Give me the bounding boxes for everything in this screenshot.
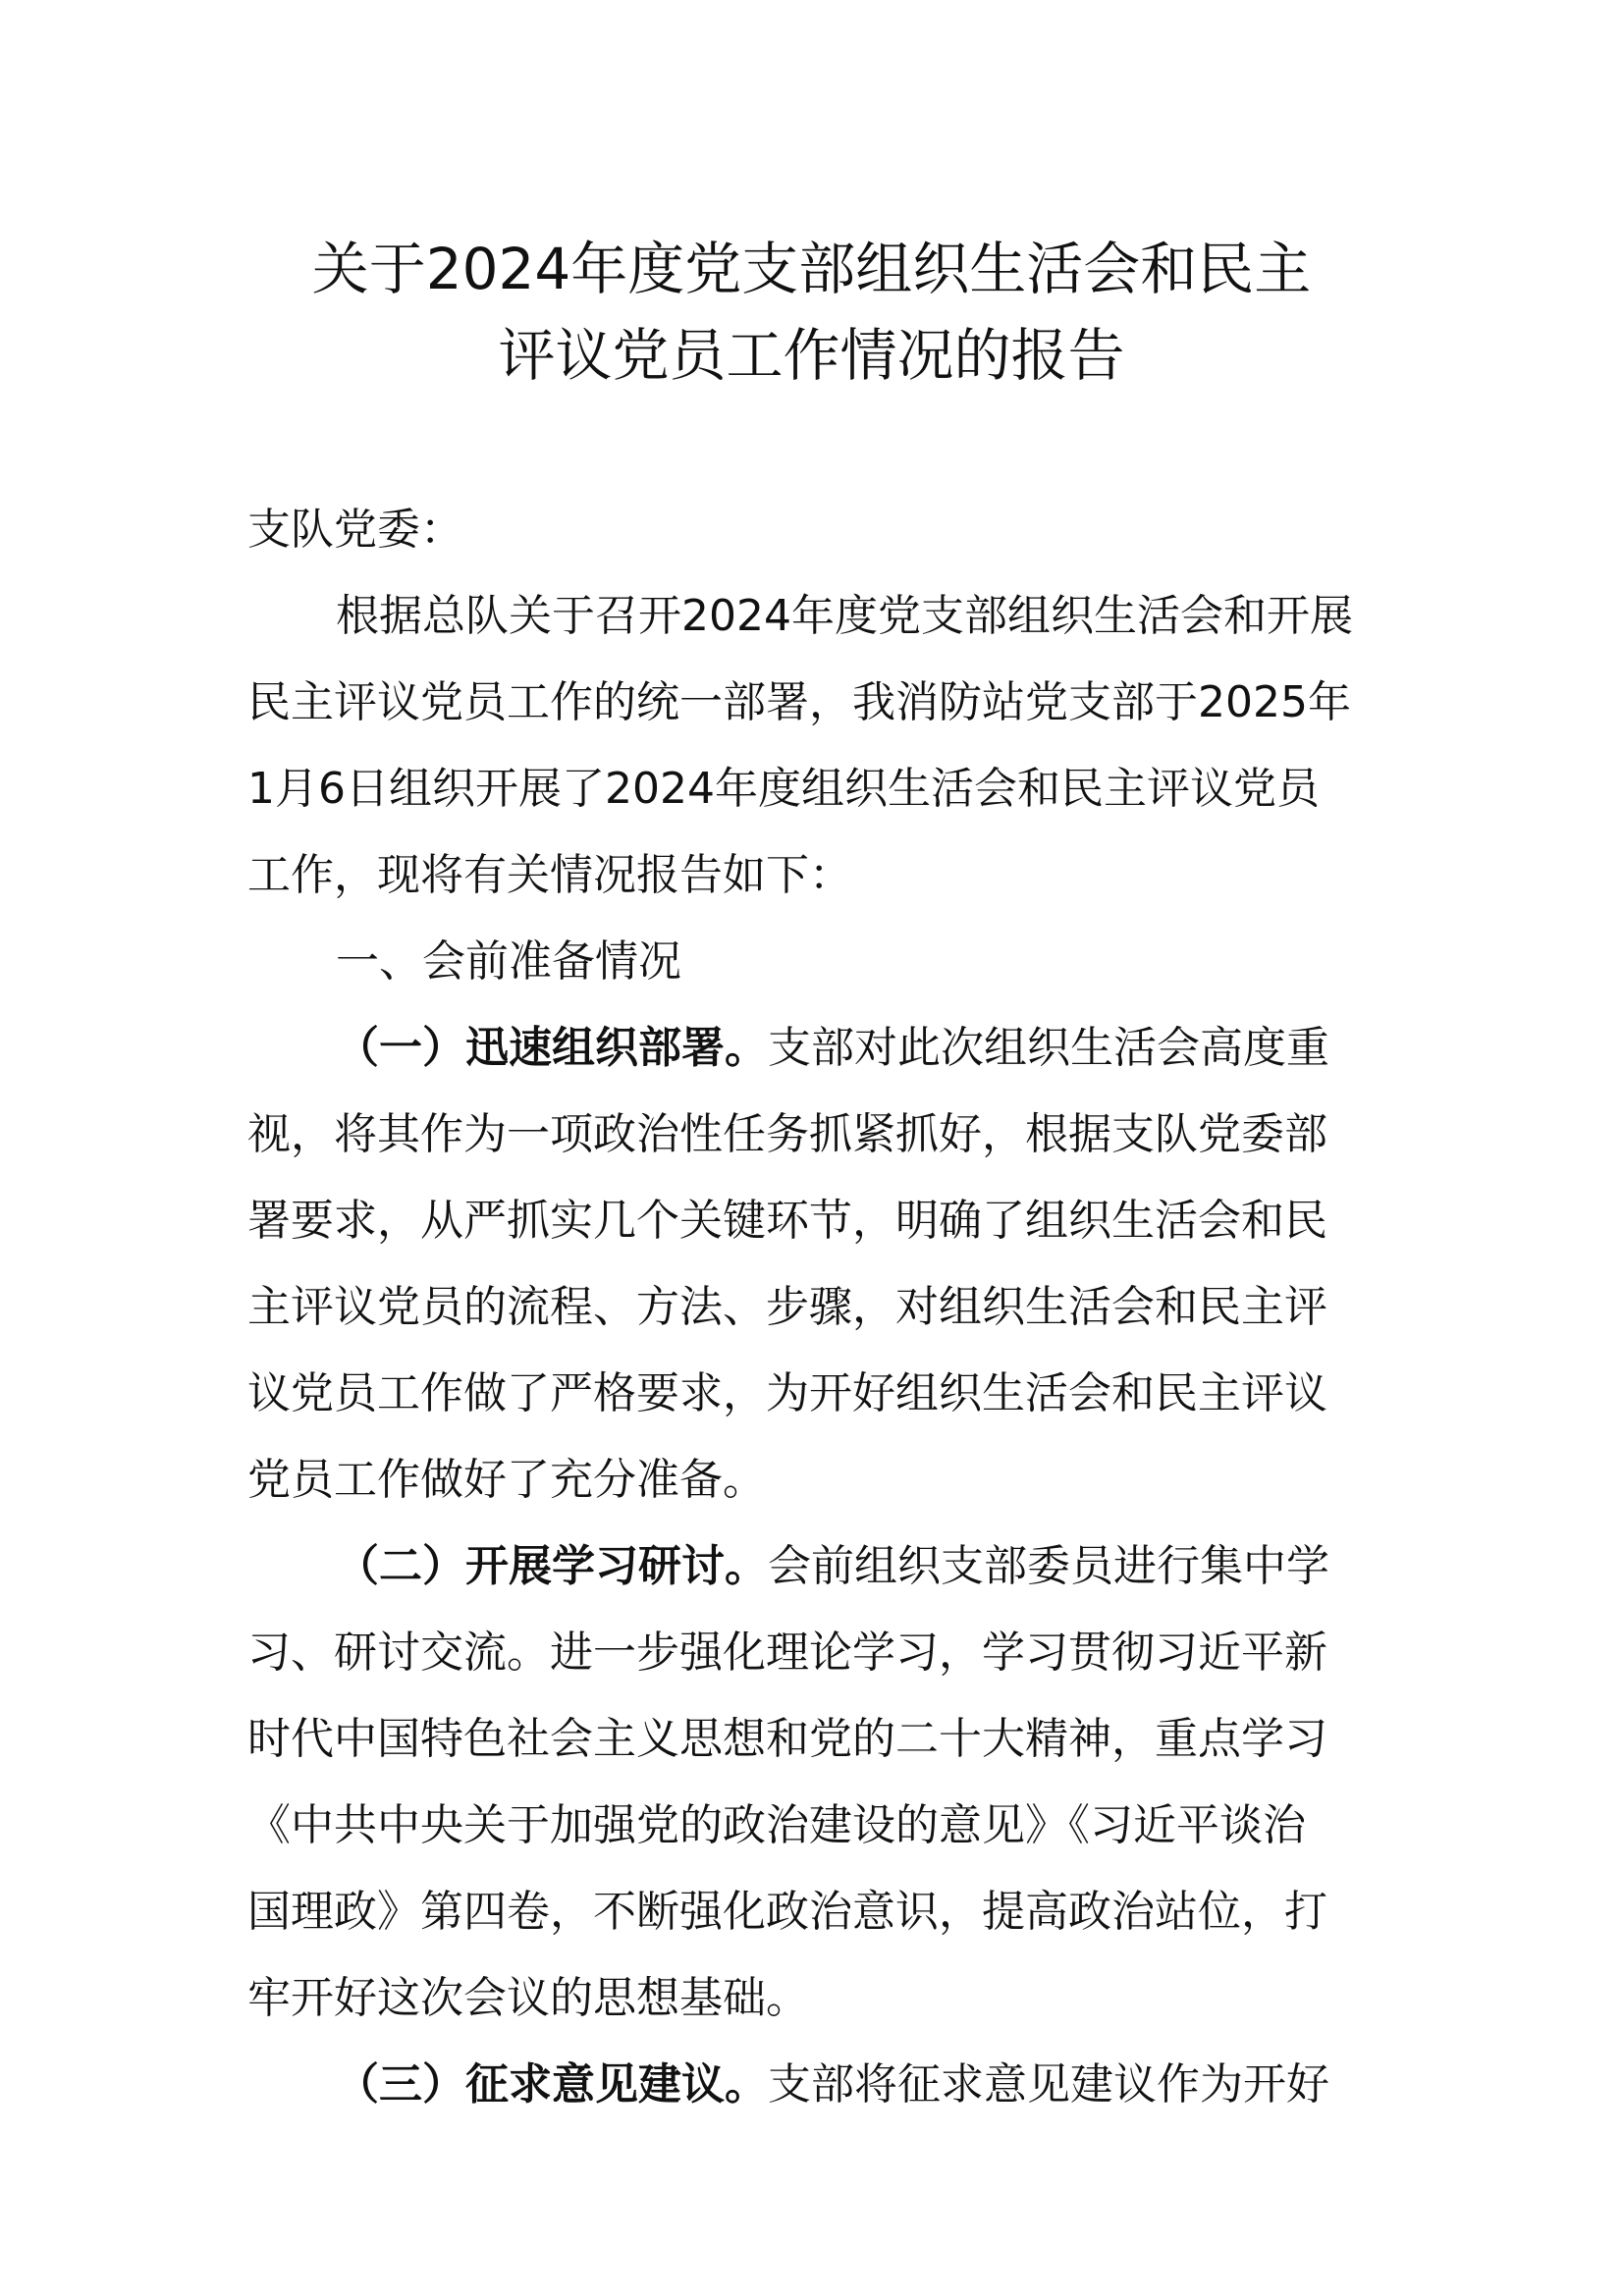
paragraph-line: 署要求，从严抓实几个关键环节，明确了组织生活会和民 xyxy=(247,1196,1327,1246)
paragraph-line: 习、研讨交流。进一步强化理论学习，学习贯彻习近平新 xyxy=(247,1628,1327,1678)
paragraph-line: 议党员工作做了严格要求，为开好组织生活会和民主评议 xyxy=(247,1368,1327,1418)
paragraph-first-line xyxy=(336,1523,1329,1610)
paragraph-line: 《中共中央关于加强党的政治建设的意见》《习近平谈治 xyxy=(247,1800,1306,1850)
report-title-line-2: 评议党员工作情况的报告 xyxy=(498,322,1125,389)
intro-line: 民主评议党员工作的统一部署，我消防站党支部于2025年 xyxy=(247,677,1351,727)
paragraph-heading: （一）迅速组织部署。 xyxy=(336,1023,768,1073)
intro-line: 工作，现将有关情况报告如下： xyxy=(247,850,852,900)
salutation: 支队党委： xyxy=(247,505,463,555)
report-title-line-1: 关于2024年度党支部组织生活会和民主 xyxy=(311,236,1312,302)
paragraph-text: 会前组织支部委员进行集中学 xyxy=(768,1541,1329,1591)
paragraph-text: 支部将征求意见建议作为开好 xyxy=(768,2059,1329,2109)
paragraph-line: 时代中国特色社会主义思想和党的二十大精神，重点学习 xyxy=(247,1714,1327,1764)
paragraph-heading: （三）征求意见建议。 xyxy=(336,2059,768,2109)
paragraph-heading: （二）开展学习研讨。 xyxy=(336,1541,768,1591)
paragraph-line: 国理政》第四卷，不断强化政治意识，提高政治站位，打 xyxy=(247,1887,1327,1937)
paragraph-first-line xyxy=(336,1005,1329,1092)
paragraph-line: 党员工作做好了充分准备。 xyxy=(247,1455,766,1505)
paragraph-text: 支部对此次组织生活会高度重 xyxy=(768,1023,1329,1073)
paragraph-first-line xyxy=(336,2042,1329,2128)
paragraph-line: 牢开好这次会议的思想基础。 xyxy=(247,1973,809,2023)
section-heading: 一、会前准备情况 xyxy=(336,936,681,987)
paragraph-line: 主评议党员的流程、方法、步骤，对组织生活会和民主评 xyxy=(247,1282,1327,1332)
paragraph-line: 视，将其作为一项政治性任务抓紧抓好，根据支队党委部 xyxy=(247,1109,1327,1159)
intro-line: 根据总队关于召开2024年度党支部组织生活会和开展 xyxy=(336,591,1353,641)
intro-line: 1月6日组织开展了2024年度组织生活会和民主评议党员 xyxy=(247,764,1320,814)
